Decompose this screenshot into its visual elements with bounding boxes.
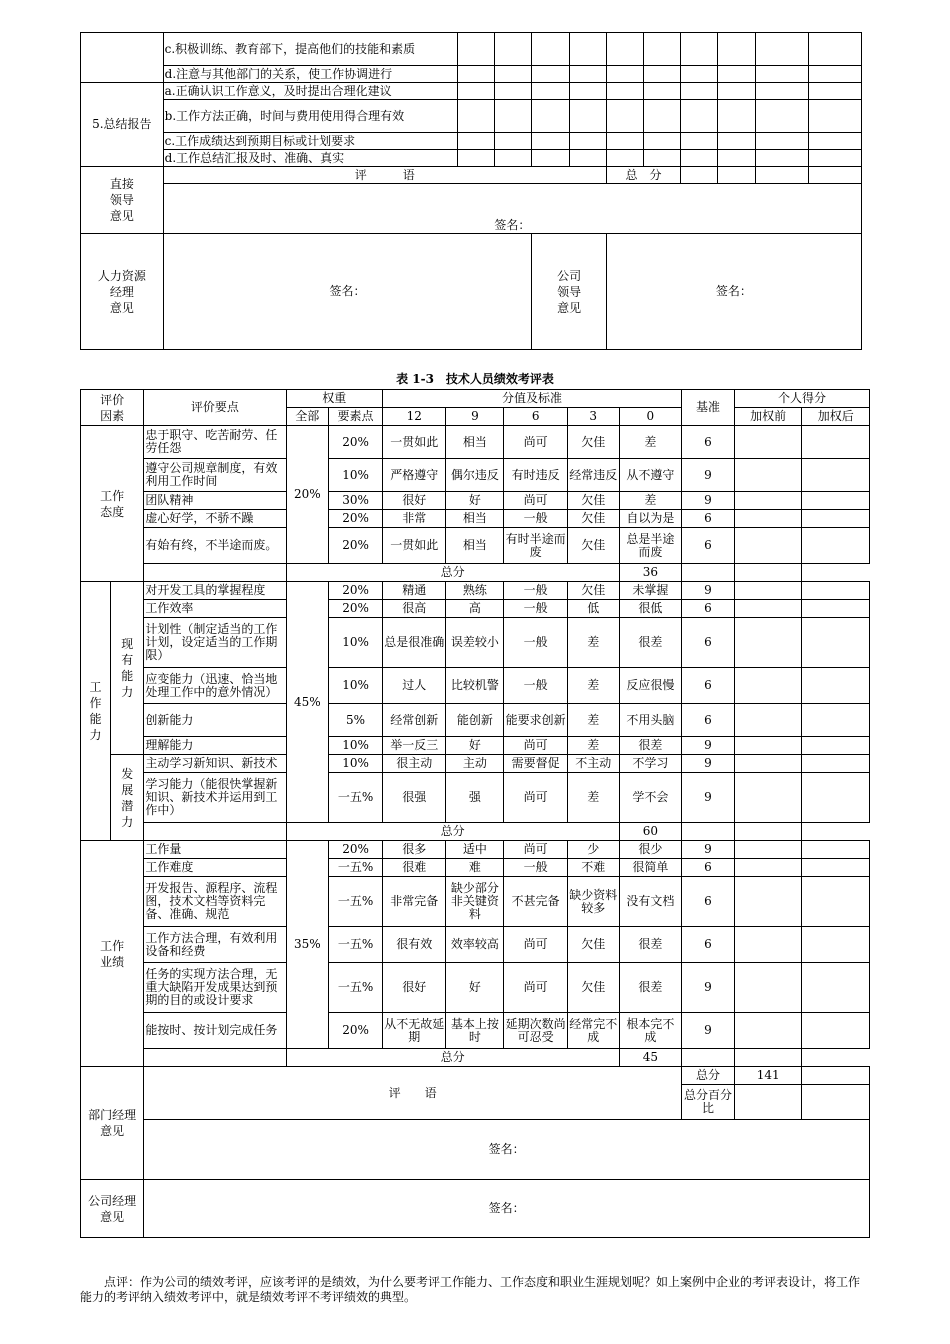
score-before-weight	[734, 510, 801, 528]
score-standard: 很少	[619, 841, 681, 859]
evaluation-point: 应变能力（迅速、恰当地处理工作中的意外情况）	[144, 668, 286, 704]
score-before-weight	[734, 668, 801, 704]
item-weight: 20%	[329, 841, 383, 859]
grand-total-label: 总分	[682, 1067, 735, 1085]
base-score: 9	[682, 492, 735, 510]
factor-weight: 35%	[286, 841, 329, 1049]
score-standard: 学不会	[619, 773, 681, 823]
score-before-weight	[734, 492, 801, 510]
company-manager-opinion-label	[81, 1180, 144, 1238]
score-after-weight	[802, 582, 870, 600]
score-standard: 未掌握	[619, 582, 681, 600]
item-weight: 5%	[329, 704, 383, 737]
table-row	[81, 426, 870, 459]
score-standard: 很强	[383, 773, 446, 823]
score-after-weight	[802, 426, 870, 459]
label-line: 工作	[100, 488, 125, 503]
score-standard: 不主动	[567, 755, 619, 773]
criteria-item: b.工作方法正确，时间与费用使用得合理有效	[163, 100, 457, 133]
subtotal-value: 45	[619, 1049, 681, 1067]
item-weight: 20%	[329, 600, 383, 618]
score-standard: 差	[567, 618, 619, 668]
score-standard: 有时半途而废	[504, 528, 567, 564]
label-line: 部门经理	[88, 1108, 137, 1122]
table-row	[81, 459, 870, 492]
commentary-note: 点评：作为公司的绩效考评，应该考评的是绩效，为什么要考评工作能力、工作态度和职业生涯规划呢？如上案例中企业的考评表设计，将工作能力的考评纳入绩效考评中，就是绩效考评不考评绩效的典型。	[80, 1275, 861, 1304]
table-cell	[734, 823, 801, 841]
score-before-weight	[734, 963, 801, 1013]
score-standard: 一般	[504, 582, 567, 600]
score-standard: 缺少部分非关键资料	[446, 877, 504, 927]
header-score-col: 9	[446, 408, 504, 426]
label-line: 作	[89, 696, 102, 710]
label-line: 态度	[100, 504, 125, 519]
table-cell	[144, 1049, 286, 1067]
label-line: 有	[121, 653, 134, 667]
criteria-item: c.工作成绩达到预期目标或计划要求	[163, 133, 457, 150]
table-cell	[734, 1085, 801, 1120]
table-cell	[734, 1049, 801, 1067]
score-standard: 熟练	[446, 582, 504, 600]
score-standard: 有时违反	[504, 459, 567, 492]
score-standard: 过人	[383, 668, 446, 704]
evaluation-point: 主动学习新知识、新技术	[144, 755, 286, 773]
score-standard: 很简单	[619, 859, 681, 877]
company-leader-opinion-label: 公司 领导 意见	[532, 234, 606, 350]
comment-label: 评 语	[163, 167, 606, 184]
company-leader-signature: 签名：	[606, 234, 861, 350]
label-line: 展	[121, 782, 134, 797]
score-standard: 主动	[446, 755, 504, 773]
score-standard: 经常违反	[567, 459, 619, 492]
evaluation-point: 任务的实现方法合理，无重大缺陷开发成果达到预期的目的或设计要求	[144, 963, 286, 1013]
score-standard: 总是很准确	[383, 618, 446, 668]
score-standard: 举一反三	[383, 737, 446, 755]
score-before-weight	[734, 426, 801, 459]
label-line: 意见	[100, 1124, 125, 1138]
evaluation-point: 开发报告、源程序、流程图，技术文档等资料完备、准确、规范	[144, 877, 286, 927]
base-score: 6	[682, 877, 735, 927]
base-score: 9	[682, 459, 735, 492]
score-standard: 尚可	[504, 737, 567, 755]
score-standard: 很难	[383, 859, 446, 877]
item-weight: 10%	[329, 618, 383, 668]
criteria-item: d.注意与其他部门的关系，使工作协调进行	[163, 66, 457, 83]
score-standard: 偶尔违反	[446, 459, 504, 492]
score-after-weight	[802, 1013, 870, 1049]
score-standard: 不难	[567, 859, 619, 877]
technical-staff-evaluation-table	[80, 389, 870, 1238]
score-after-weight	[802, 600, 870, 618]
table-cell	[682, 823, 735, 841]
score-standard: 适中	[446, 841, 504, 859]
score-before-weight	[734, 582, 801, 600]
base-score: 6	[682, 528, 735, 564]
item-weight: 10%	[329, 755, 383, 773]
item-weight: 一五%	[329, 877, 383, 927]
score-after-weight	[802, 877, 870, 927]
factor-ability	[81, 582, 111, 841]
score-standard: 自以为是	[619, 510, 681, 528]
previous-evaluation-table	[80, 32, 862, 350]
score-after-weight	[802, 668, 870, 704]
score-standard: 效率较高	[446, 927, 504, 963]
table-cell	[144, 564, 286, 582]
evaluation-point: 能按时、按计划完成任务	[144, 1013, 286, 1049]
base-score: 9	[682, 582, 735, 600]
label-line: 公司经理	[88, 1193, 137, 1208]
score-standard: 强	[446, 773, 504, 823]
evaluation-point: 忠于职守、吃苦耐劳、任劳任怨	[144, 426, 286, 459]
item-weight: 10%	[329, 459, 383, 492]
score-standard: 相当	[446, 510, 504, 528]
score-standard: 少	[567, 841, 619, 859]
score-standard: 总是半途而废	[619, 528, 681, 564]
score-after-weight	[802, 704, 870, 737]
score-before-weight	[734, 859, 801, 877]
label-line: 力	[121, 685, 134, 699]
evaluation-point: 创新能力	[144, 704, 286, 737]
evaluation-point: 工作方法合理，有效利用设备和经费	[144, 927, 286, 963]
header-score-col: 6	[504, 408, 567, 426]
score-after-weight	[802, 618, 870, 668]
base-score: 9	[682, 841, 735, 859]
score-before-weight	[734, 459, 801, 492]
label-line: 工	[89, 680, 102, 694]
dept-comment-label: 评 语	[144, 1067, 682, 1120]
item-weight: 10%	[329, 668, 383, 704]
evaluation-point: 遵守公司规章制度，有效利用工作时间	[144, 459, 286, 492]
score-standard: 一般	[504, 668, 567, 704]
grand-total-value: 141	[734, 1067, 801, 1085]
score-standard: 一般	[504, 618, 567, 668]
label-line: 潜	[121, 798, 134, 813]
score-standard: 欠佳	[567, 927, 619, 963]
item-weight: 20%	[329, 582, 383, 600]
item-weight: 一五%	[329, 963, 383, 1013]
item-weight: 一五%	[329, 773, 383, 823]
header-factor: 评价 因素	[81, 390, 144, 426]
base-score: 6	[682, 618, 735, 668]
base-score: 9	[682, 737, 735, 755]
base-score: 9	[682, 755, 735, 773]
score-standard: 严格遵守	[383, 459, 446, 492]
score-after-weight	[802, 927, 870, 963]
score-standard: 很差	[619, 927, 681, 963]
label-line: 力	[121, 814, 134, 829]
table-row	[81, 510, 870, 528]
table-caption: 表 1-3 技术人员绩效考评表	[396, 372, 554, 386]
table-cell	[802, 1085, 870, 1120]
score-standard: 好	[446, 737, 504, 755]
subtotal-label: 总分	[286, 564, 619, 582]
score-before-weight	[734, 773, 801, 823]
header-weight-item: 要素点	[329, 408, 383, 426]
score-standard: 不甚完备	[504, 877, 567, 927]
score-standard: 欠佳	[567, 528, 619, 564]
hr-manager-opinion-label: 人力资源 经理 意见	[81, 234, 164, 350]
subfactor-current-ability	[111, 582, 144, 755]
score-standard: 很好	[383, 492, 446, 510]
item-weight: 20%	[329, 1013, 383, 1049]
header-weight: 权重	[286, 390, 383, 408]
score-before-weight	[734, 704, 801, 737]
label-line: 能	[89, 712, 102, 726]
score-standard: 一般	[504, 859, 567, 877]
evaluation-point: 虚心好学，不骄不躁	[144, 510, 286, 528]
header-points: 评价要点	[144, 390, 286, 426]
score-before-weight	[734, 1013, 801, 1049]
score-standard: 一般	[504, 510, 567, 528]
dept-manager-signature: 签名：	[144, 1120, 870, 1180]
score-after-weight	[802, 737, 870, 755]
factor-weight: 45%	[286, 582, 329, 823]
evaluation-point: 学习能力（能很快掌握新知识、新技术并运用到工作中）	[144, 773, 286, 823]
score-after-weight	[802, 492, 870, 510]
score-standard: 欠佳	[567, 582, 619, 600]
item-weight: 20%	[329, 510, 383, 528]
header-score-col: 3	[567, 408, 619, 426]
score-standard: 一贯如此	[383, 426, 446, 459]
base-score: 6	[682, 704, 735, 737]
score-standard: 很高	[383, 600, 446, 618]
score-after-weight	[802, 459, 870, 492]
supervisor-opinion-label: 直接 领导 意见	[81, 167, 164, 234]
header-score-col: 0	[619, 408, 681, 426]
score-standard: 相当	[446, 528, 504, 564]
hr-signature: 签名：	[163, 234, 532, 350]
score-standard: 一般	[504, 600, 567, 618]
base-score: 6	[682, 927, 735, 963]
score-before-weight	[734, 927, 801, 963]
score-standard: 尚可	[504, 426, 567, 459]
subtotal-label: 总分	[286, 1049, 619, 1067]
score-standard: 很主动	[383, 755, 446, 773]
score-standard: 能创新	[446, 704, 504, 737]
subtotal-value: 36	[619, 564, 681, 582]
score-standard: 尚可	[504, 963, 567, 1013]
header-personal-score: 个人得分	[734, 390, 869, 408]
score-standard: 比较机警	[446, 668, 504, 704]
criteria-item: a.正确认识工作意义，及时提出合理化建议	[163, 83, 457, 100]
score-standard: 一贯如此	[383, 528, 446, 564]
score-standard: 很好	[383, 963, 446, 1013]
score-before-weight	[734, 841, 801, 859]
factor-attitude	[81, 426, 144, 582]
score-standard: 差	[619, 426, 681, 459]
total-score-label: 总 分	[606, 167, 680, 184]
item-weight: 一五%	[329, 859, 383, 877]
score-standard: 欠佳	[567, 426, 619, 459]
table-row	[81, 492, 870, 510]
score-after-weight	[802, 528, 870, 564]
base-score: 6	[682, 859, 735, 877]
evaluation-point: 工作效率	[144, 600, 286, 618]
score-standard: 好	[446, 492, 504, 510]
score-standard: 差	[567, 704, 619, 737]
score-standard: 基本上按时	[446, 1013, 504, 1049]
label-line: 意见	[100, 1209, 125, 1224]
table-cell	[682, 1049, 735, 1067]
score-standard: 能要求创新	[504, 704, 567, 737]
score-standard: 不学习	[619, 755, 681, 773]
subfactor-potential	[111, 755, 144, 841]
score-standard: 难	[446, 859, 504, 877]
base-score: 9	[682, 773, 735, 823]
score-standard: 好	[446, 963, 504, 1013]
score-standard: 延期次数尚可忍受	[504, 1013, 567, 1049]
score-standard: 从不遵守	[619, 459, 681, 492]
header-base: 基准	[682, 390, 735, 426]
score-after-weight	[802, 963, 870, 1013]
evaluation-point: 工作难度	[144, 859, 286, 877]
score-standard: 精通	[383, 582, 446, 600]
score-standard: 高	[446, 600, 504, 618]
score-before-weight	[734, 528, 801, 564]
score-standard: 很差	[619, 737, 681, 755]
score-standard: 尚可	[504, 927, 567, 963]
score-standard: 差	[567, 668, 619, 704]
score-before-weight	[734, 600, 801, 618]
evaluation-point: 计划性（制定适当的工作计划，设定适当的工作期限）	[144, 618, 286, 668]
score-standard: 没有文档	[619, 877, 681, 927]
score-after-weight	[802, 841, 870, 859]
score-standard: 很差	[619, 618, 681, 668]
evaluation-point: 工作量	[144, 841, 286, 859]
score-after-weight	[802, 510, 870, 528]
item-weight: 一五%	[329, 927, 383, 963]
factor-weight: 20%	[286, 426, 329, 564]
header-weight-all: 全部	[286, 408, 329, 426]
base-score: 6	[682, 668, 735, 704]
item-weight: 30%	[329, 492, 383, 510]
table-row	[81, 528, 870, 564]
score-standard: 经常完不成	[567, 1013, 619, 1049]
base-score: 6	[682, 600, 735, 618]
score-standard: 不用头脑	[619, 704, 681, 737]
header-scores: 分值及标准	[383, 390, 682, 408]
score-standard: 很差	[619, 963, 681, 1013]
score-after-weight	[802, 859, 870, 877]
label-line: 工作	[100, 938, 125, 953]
score-before-weight	[734, 755, 801, 773]
score-after-weight	[802, 755, 870, 773]
score-before-weight	[734, 737, 801, 755]
score-standard: 差	[619, 492, 681, 510]
total-percent-label: 总分百分比	[682, 1085, 735, 1120]
evaluation-point: 有始有终，不半途而废。	[144, 528, 286, 564]
label-line: 现	[121, 637, 134, 651]
score-before-weight	[734, 877, 801, 927]
section4-label-cell	[81, 33, 164, 83]
score-standard: 反应很慢	[619, 668, 681, 704]
score-standard: 很低	[619, 600, 681, 618]
factor-performance	[81, 841, 144, 1067]
table-cell	[734, 564, 801, 582]
evaluation-point: 对开发工具的掌握程度	[144, 582, 286, 600]
score-standard: 从不无故延期	[383, 1013, 446, 1049]
score-standard: 差	[567, 773, 619, 823]
supervisor-signature: 签名：	[163, 184, 861, 234]
score-standard: 根本完不成	[619, 1013, 681, 1049]
score-standard: 低	[567, 600, 619, 618]
item-weight: 10%	[329, 737, 383, 755]
criteria-item: c.积极训练、教育部下，提高他们的技能和素质	[163, 33, 457, 66]
score-standard: 相当	[446, 426, 504, 459]
score-standard: 误差较小	[446, 618, 504, 668]
score-standard: 非常完备	[383, 877, 446, 927]
dept-manager-opinion-label	[81, 1067, 144, 1180]
base-score: 6	[682, 426, 735, 459]
score-standard: 尚可	[504, 773, 567, 823]
table-cell	[682, 564, 735, 582]
label-line: 能	[121, 669, 134, 683]
score-standard: 尚可	[504, 841, 567, 859]
header-before-weight: 加权前	[734, 408, 801, 426]
label-line: 发	[121, 766, 134, 781]
score-standard: 需要督促	[504, 755, 567, 773]
score-standard: 尚可	[504, 492, 567, 510]
header-after-weight: 加权后	[802, 408, 870, 426]
item-weight: 20%	[329, 528, 383, 564]
section5-label: 5.总结报告	[81, 83, 164, 167]
score-standard: 缺少资料较多	[567, 877, 619, 927]
score-standard: 很有效	[383, 927, 446, 963]
evaluation-point: 理解能力	[144, 737, 286, 755]
score-before-weight	[734, 618, 801, 668]
label-line: 业绩	[100, 954, 125, 969]
score-standard: 欠佳	[567, 510, 619, 528]
header-score-col: 12	[383, 408, 446, 426]
base-score: 9	[682, 963, 735, 1013]
score-standard: 非常	[383, 510, 446, 528]
score-standard: 欠佳	[567, 492, 619, 510]
table-cell	[802, 1067, 870, 1085]
label-line: 力	[89, 728, 102, 742]
base-score: 6	[682, 510, 735, 528]
company-manager-signature: 签名：	[144, 1180, 870, 1238]
subtotal-label: 总分	[286, 823, 619, 841]
criteria-item: d.工作总结汇报及时、准确、真实	[163, 150, 457, 167]
score-standard: 欠佳	[567, 963, 619, 1013]
score-standard: 很多	[383, 841, 446, 859]
item-weight: 20%	[329, 426, 383, 459]
base-score: 9	[682, 1013, 735, 1049]
evaluation-point: 团队精神	[144, 492, 286, 510]
score-after-weight	[802, 773, 870, 823]
score-standard: 经常创新	[383, 704, 446, 737]
subtotal-value: 60	[619, 823, 681, 841]
score-standard: 差	[567, 737, 619, 755]
table-cell	[144, 823, 286, 841]
